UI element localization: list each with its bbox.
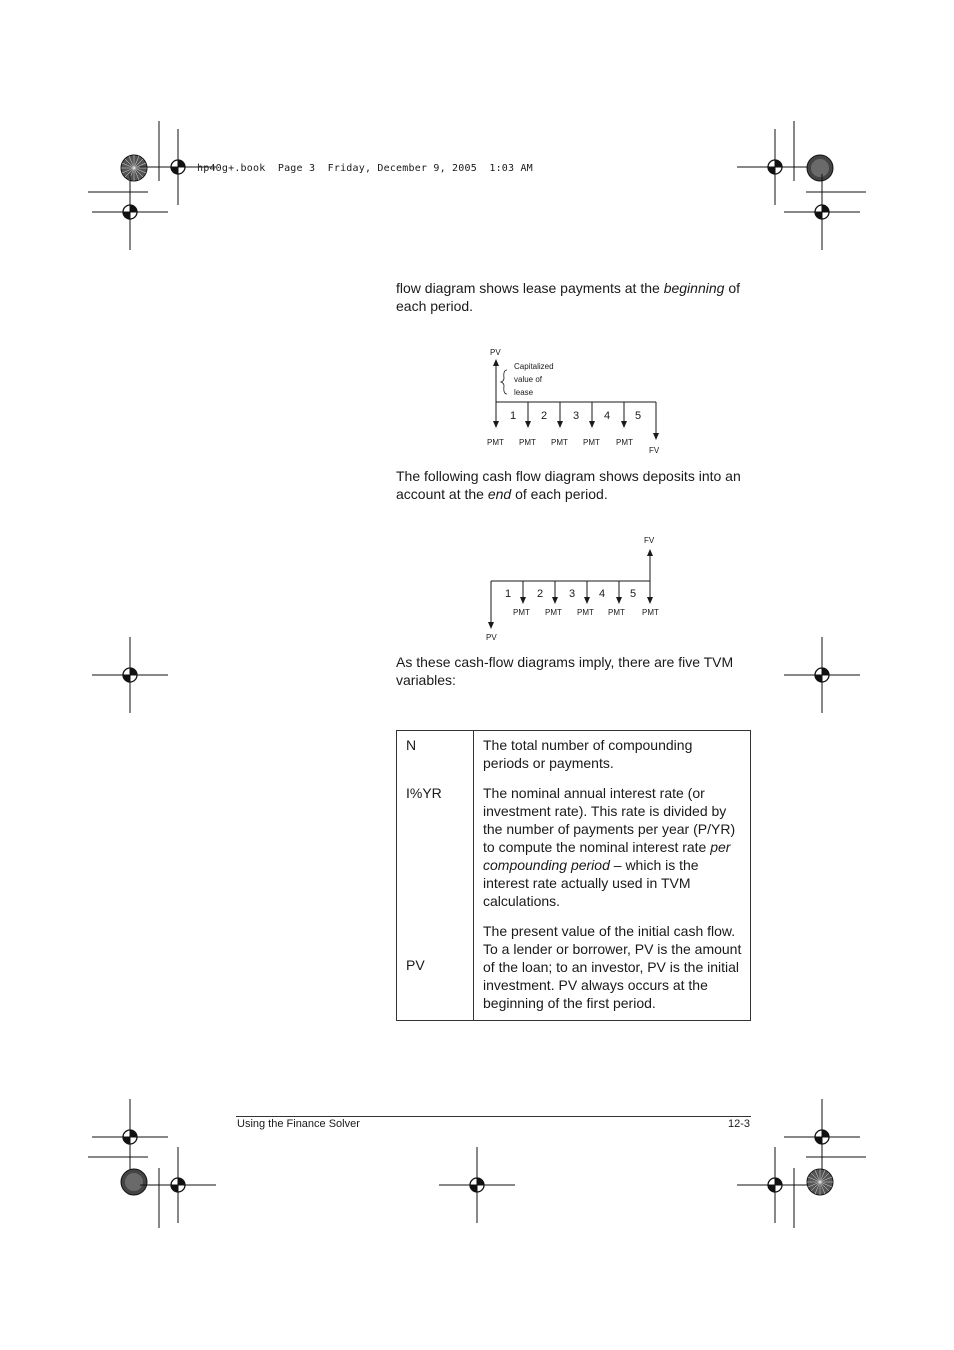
diagram2-period-1: 1 xyxy=(505,588,512,600)
diagram2-period-3: 3 xyxy=(569,588,576,600)
para2-text-end: of each period. xyxy=(511,486,608,502)
diagram1-pmt-1: PMT xyxy=(487,438,504,447)
tvm-desc-iyr xyxy=(483,784,742,910)
tvm-description-column xyxy=(474,731,751,1021)
diagram2-period-5: 5 xyxy=(630,588,637,600)
diagram1-note-3: lease xyxy=(514,388,534,397)
diagram1-note-2: value of xyxy=(514,375,543,384)
diagram2-pv-label: PV xyxy=(486,633,497,642)
tvm-var-pv: PV xyxy=(406,957,425,973)
diagram1-period-4: 4 xyxy=(604,410,611,422)
footer-chapter-title: Using the Finance Solver xyxy=(237,1118,360,1130)
diagram1-pmt-3: PMT xyxy=(551,438,568,447)
tvm-intro-paragraph: As these cash-flow diagrams imply, there are five TVM variables: xyxy=(396,654,734,688)
diagram2-fv-label: FV xyxy=(644,536,655,545)
tvm-variables-table xyxy=(396,730,751,1021)
print-slug: hp40g+.book Page 3 Friday, December 9, 2005 1:03 AM xyxy=(197,163,533,174)
cash-flow-diagram-lease xyxy=(480,340,680,460)
diagram2-pmt-5: PMT xyxy=(642,608,659,617)
footer-rule xyxy=(236,1116,751,1117)
diagram2-pmt-1: PMT xyxy=(513,608,530,617)
intro-text: flow diagram shows lease payments at the xyxy=(396,280,664,296)
intro-emphasis: beginning xyxy=(663,280,725,296)
diagram1-period-2: 2 xyxy=(541,410,548,422)
diagram1-period-5: 5 xyxy=(635,410,642,422)
para2-text: The following cash flow diagram shows deposits into an account at the xyxy=(396,468,741,502)
pv-up-arrow xyxy=(493,359,499,366)
tvm-variable-column xyxy=(397,731,474,1021)
intro-paragraph xyxy=(396,279,756,315)
diagram2-period-4: 4 xyxy=(599,588,606,600)
diagram1-note-1: Capitalized xyxy=(514,362,554,371)
tvm-desc-iyr-emphasis: per compounding period xyxy=(483,839,731,873)
cash-flow-diagram-deposits xyxy=(480,530,680,650)
diagram2-pmt-3: PMT xyxy=(577,608,594,617)
diagram1-pv-label: PV xyxy=(490,348,501,357)
tvm-var-n: N xyxy=(406,737,417,753)
diagram1-period-3: 3 xyxy=(573,410,580,422)
diagram2-pmt-2: PMT xyxy=(545,608,562,617)
diagram1-pmt-4: PMT xyxy=(583,438,600,447)
diagram1-period-1: 1 xyxy=(510,410,517,422)
tvm-var-iyr: I%YR xyxy=(406,785,442,801)
deposit-paragraph xyxy=(396,467,756,503)
tvm-desc-iyr-text-end: – which is the interest rate actually used in TVM calculations. xyxy=(483,857,699,909)
tvm-desc-n: The total number of compounding periods or payments. xyxy=(483,737,693,771)
diagram1-pmt-5: PMT xyxy=(616,438,633,447)
diagram2-pmt-4: PMT xyxy=(608,608,625,617)
footer-page-number: 12-3 xyxy=(727,1118,750,1130)
intro-text-end: of each period. xyxy=(396,280,741,314)
diagram2-period-2: 2 xyxy=(537,588,544,600)
diagram1-pmt-2: PMT xyxy=(519,438,536,447)
tvm-desc-iyr-text: The nominal annual interest rate (or investment rate). This rate is divided by the number of payments per year (P/YR) to compute the nominal interest rate xyxy=(483,785,736,855)
brace-icon xyxy=(501,370,507,394)
diagram1-fv-label: FV xyxy=(649,446,660,455)
para2-emphasis: end xyxy=(487,486,512,502)
tvm-desc-pv: The present value of the initial cash flow. To a lender or borrower, PV is the amount of the loan; to an investor, PV is the initial investment. PV always occurs at the beginning of the first period. xyxy=(483,923,742,1011)
